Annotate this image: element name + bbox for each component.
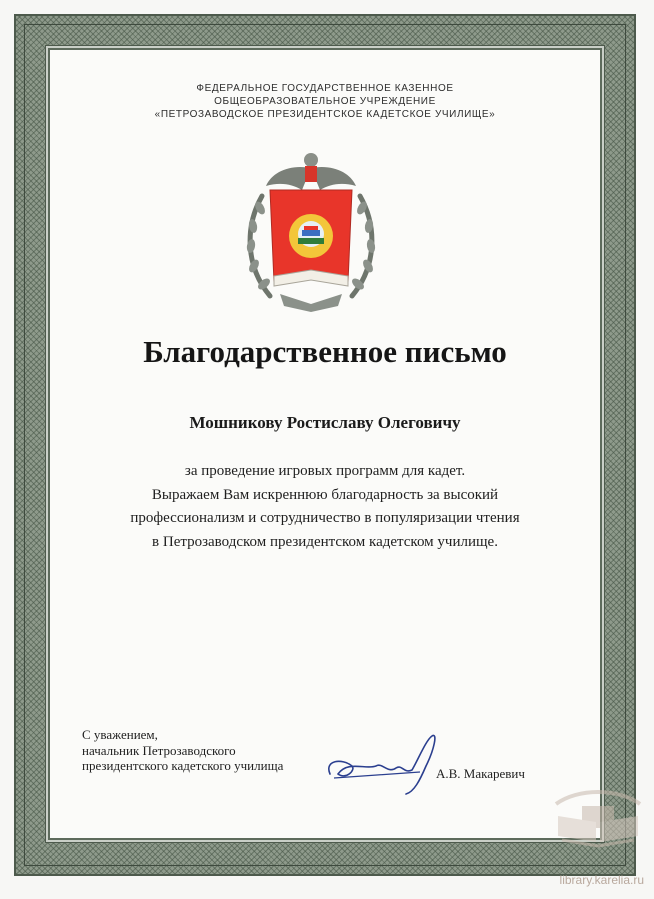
handwritten-signature	[322, 730, 450, 800]
signature-block	[82, 727, 283, 774]
institution-header	[50, 82, 600, 121]
letter-body	[50, 460, 600, 554]
signatory-name: А.В. Макаревич	[436, 766, 525, 781]
library-book-logo-icon	[548, 782, 648, 850]
body-line-4: в Петрозаводском президентском кадетском училище.	[152, 533, 498, 550]
body-line-3: профессионализм и сотрудничество в популяризации чтения	[130, 510, 520, 526]
header-line-3: «ПЕТРОЗАВОДСКОЕ ПРЕЗИДЕНТСКОЕ КАДЕТСКОЕ УЧИЛИЩЕ»	[154, 109, 496, 120]
header-line-1: ФЕДЕРАЛЬНОЕ ГОСУДАРСТВЕННОЕ КАЗЕННОЕ	[196, 83, 454, 94]
position-line-2: президентского кадетского училища	[82, 758, 284, 773]
watermark-text: library.karelia.ru	[559, 873, 644, 887]
body-line-1: за проведение игровых программ для кадет.	[184, 463, 466, 479]
letter-title: Благодарственное письмо	[143, 334, 507, 369]
position-line-1: начальник Петрозаводского	[82, 742, 236, 758]
recipient-name: Мошникову Ростиславу Олеговичу	[189, 413, 461, 432]
body-line-2: Выражаем Вам искреннюю благодарность за высокий	[151, 486, 499, 503]
closing-text: С уважением,	[82, 727, 158, 742]
cadet-school-emblem-icon	[240, 146, 382, 314]
header-line-2: ОБЩЕОБРАЗОВАТЕЛЬНОЕ УЧРЕЖДЕНИЕ	[214, 96, 436, 107]
letter-content	[50, 50, 600, 838]
